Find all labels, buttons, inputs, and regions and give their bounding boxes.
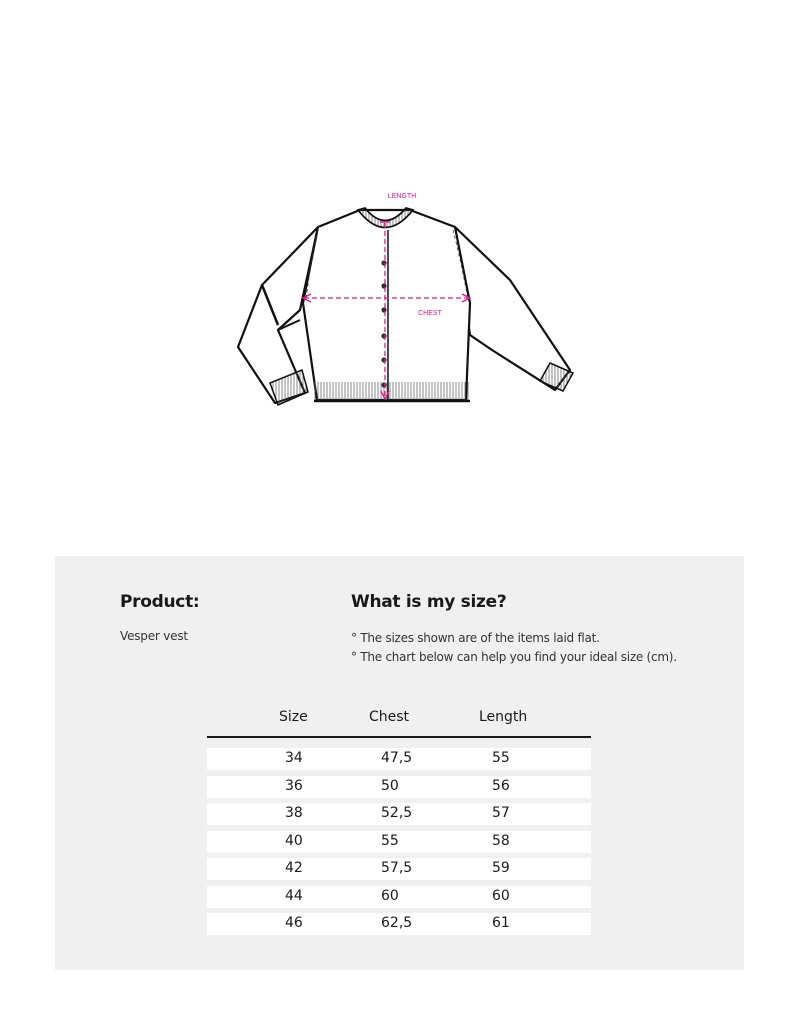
- size-note: ° The sizes shown are of the items laid flat.: [351, 631, 600, 645]
- header-size: Size: [279, 709, 308, 725]
- garment-measurement-illustration: [230, 185, 575, 410]
- table-row: [207, 886, 591, 908]
- cell-size: 46: [285, 915, 303, 931]
- size-guide-panel: [55, 556, 744, 970]
- cell-size: 38: [285, 805, 303, 821]
- cell-length: 58: [492, 832, 510, 849]
- cell-size: 44: [285, 887, 303, 904]
- product-heading: Product:: [120, 592, 200, 612]
- cell-size: 42: [285, 860, 303, 876]
- product-name: Vesper vest: [120, 629, 188, 643]
- size-table: [207, 706, 591, 941]
- table-row: [207, 913, 591, 935]
- cell-chest: 60: [381, 887, 399, 904]
- cell-size: 36: [285, 777, 303, 794]
- cell-length: 57: [492, 805, 510, 821]
- size-help-heading: What is my size?: [351, 592, 507, 612]
- cell-chest: 55: [381, 832, 399, 849]
- cell-size: 40: [285, 832, 303, 849]
- table-row: [207, 858, 591, 880]
- cell-length: 60: [492, 887, 510, 904]
- header-chest: Chest: [369, 709, 410, 725]
- cardigan-drawing-icon: [230, 185, 575, 410]
- header-length: Length: [479, 709, 528, 725]
- cell-chest: 52,5: [381, 805, 413, 821]
- size-table-body: [207, 748, 591, 935]
- cell-chest: 57,5: [381, 860, 413, 876]
- cell-length: 55: [492, 750, 510, 766]
- cell-chest: 62,5: [381, 915, 413, 931]
- cell-length: 61: [492, 915, 510, 931]
- length-label: LENGTH: [387, 193, 417, 200]
- table-row: [207, 748, 591, 770]
- cell-size: 34: [285, 750, 303, 766]
- table-row: [207, 776, 591, 798]
- cell-chest: 50: [381, 777, 399, 794]
- chest-label: CHEST: [418, 310, 442, 317]
- size-note: ° The chart below can help you find your ideal size (cm).: [351, 650, 677, 664]
- table-row: [207, 803, 591, 825]
- size-notes: [351, 629, 677, 667]
- cell-length: 56: [492, 777, 510, 794]
- size-table-header: [207, 706, 591, 738]
- cell-chest: 47,5: [381, 750, 413, 766]
- cell-length: 59: [492, 860, 510, 876]
- table-row: [207, 831, 591, 853]
